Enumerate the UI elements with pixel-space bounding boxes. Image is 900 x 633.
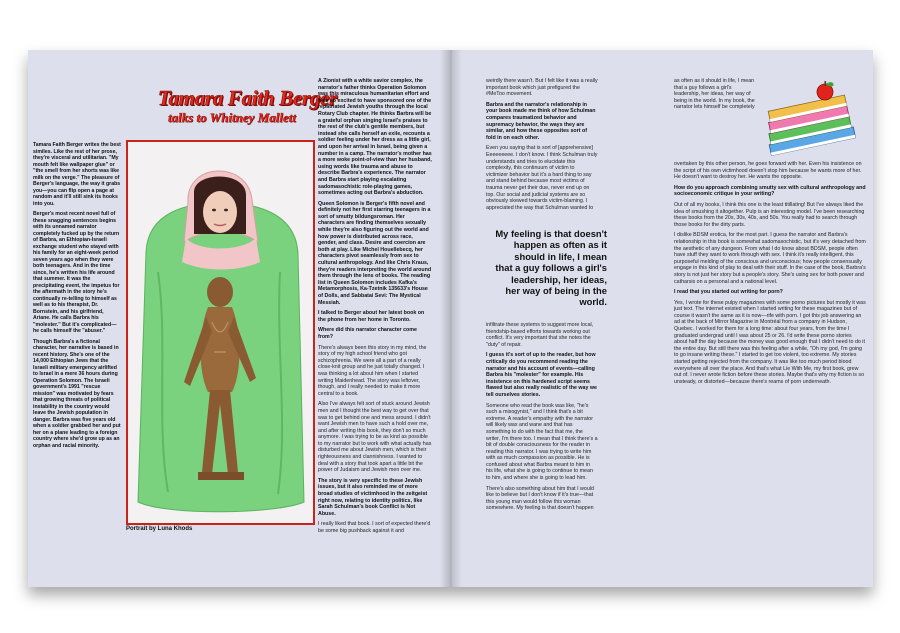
intro-paragraph: Berger's most recent novel full of these snagging sentences begins with its unnamed narrator completely fucked up by the return of Barbra, an Ethiopian-Israeli exchange student who stayed with his family for an eight-week period seven years ago when they were both teenagers. And in the time since, he's written his life around that summer. It was the precipitating event, the impetus for the aftermath in the story he's continually re-telling to himself as well as to his therapist, Dr. Bornstein, and his girlfriend, Ariane. He calls Barbra his "molester." But it's complicated—he calls himself the "abuser." bbox=[33, 211, 120, 334]
body-paragraph: Out of all my books, I think this one is the least titillating! But I've always liked the idea of smushing it altogether. Pulp is an interesting model. I've been researching these books from the 20s, 30s, 40s, and 50s. You really had to search through those books for the dirty parts. bbox=[674, 201, 865, 228]
interview-question: Where did this narrator character come from? bbox=[318, 327, 417, 340]
body-paragraph: There's always been this story in my mind, the story of my high school friend who got schizophrenia. We were all a part of a really close-knit group and he just totally changed. I was thinking a lot about him when I started writing Maidenhead. The story was leftover, though, and I really needed to make it more central to a book. bbox=[318, 344, 427, 397]
body-column-3 bbox=[486, 78, 598, 215]
body-paragraph: I really liked that book. I sort of expected there'd be some big pushback against it and bbox=[318, 521, 431, 534]
interview-question: Barbra and the narrator's relationship in your book made me think of how Schulman compares traumatized behavior and supremacy behavior, the ways they are similar, and how these opposites sort of fold in on each other. bbox=[486, 101, 596, 141]
book-stack-apple-icon bbox=[755, 80, 865, 158]
photo-caption: Portrait by Luna Khods bbox=[126, 526, 193, 532]
body-paragraph: Even you saying that is sort of [apprehensive] Eeeeeeeee. I don't know. I think Schulman truly understands and tries to elucidate this complexity, this continuum of victim to victimizer behavior but it's a hard thing to say and stand behind because most victims of trauma never get their due, never end up on top. Our social and judicial systems are so obviously skewed towards victim-blaming. I appreciated the way that Schulman wanted to bbox=[486, 145, 598, 211]
pull-quote: My feeling is that doesn't happen as often as it should in life, I mean that a guy follows a girl's leadership, her ideas, her way of being in the world. bbox=[495, 228, 607, 308]
body-paragraph: infiltrate these systems to suggest more local, friendship-based efforts towards working out conflict. It's very important that she notes the "duty" of repair. bbox=[486, 322, 594, 348]
body-paragraph: Someone who read the book was like, "he's such a misogynist," and I think that's a bit extreme. A reader's empathy with the narrator will likely wax and wane and that has something to do with the fact that me, the writer, I'm there too. I mean that I think there's a bit of double consciousness for the reader in reading this narrator. I was trying to write him with as much compassion as possible. He is confused about what Barbra meant to him in his life, what she is going to continue to mean to him, and where she is going to lead him. bbox=[486, 402, 598, 482]
magazine-spread bbox=[28, 50, 873, 587]
right-page bbox=[451, 50, 873, 587]
interview-question: I guess it's sort of up to the reader, but how critically do you recommend reading the narrator and his account of events—calling Barbra his "molester" for example. His insistence on this hardened script seems flawed but also really realistic of the way we tell ourselves stories. bbox=[486, 352, 597, 398]
left-page bbox=[28, 50, 450, 587]
body-column-4 bbox=[674, 161, 866, 389]
body-paragraph: as often as it should in life, I mean that a guy follows a girl's leadership, her ideas, her way of being in the world. In my book, the narrator lets himself be completely bbox=[674, 78, 755, 111]
spine-gutter bbox=[440, 50, 462, 587]
body-column-4-top bbox=[674, 78, 756, 115]
portrait-illustration bbox=[128, 142, 313, 523]
body-paragraph: I talked to Berger about her latest book on the phone from her home in Toronto. bbox=[318, 310, 425, 323]
body-paragraph: A Zionist with a white savior complex, the narrator's father thinks Operation Solomon was this miraculous humanitarian effort and he's so excited to have sponsored one of the repatriated Jewish youths through the local Rotary Club chapter. He thinks Barbra will be a grateful orphan singing Israel's praises to the rest of the club's gentile members, but instead she calls herself an exile, recounts a soldier feeling under her dress as a little girl, and upon her arrival in Israel, being given a number in a camp. The narrator's mother has a more woke point-of-view than her husband, using words like trauma and abuse to describe Barbra's experience. The narrator and Barbra start playing escalating sadomasochistic role-playing games, sometimes acting out Barbra's abduction. bbox=[318, 78, 432, 197]
body-column-2 bbox=[318, 78, 432, 539]
intro-paragraph: Tamara Faith Berger writes the best similes. Like the rest of her prose, they're visceral and utilitarian. "My mouth felt like wallpaper glue" or "the smell from her shorts was like milk on the verge." The pleasure of Berger's language, the way it grabs you—you can flip open a page at random and it'll still sink its hooks into you. bbox=[33, 142, 121, 207]
interview-question: I read that you started out writing for porn? bbox=[674, 289, 783, 296]
body-paragraph: There's also something about him that I would like to believe but I don't know if it's true—that this young man would follow this woman somewhere. My feeling is that doesn't happen bbox=[486, 485, 594, 512]
body-paragraph: overtaken by this other person, he goes forward with her. Even his insistence on the script of his own victimhood doesn't stop him because he wants more of her. He doesn't want to destroy her. He wants the opposite. bbox=[674, 161, 862, 181]
body-paragraph: I dislike BDSM erotica, for the most part. I guess the narrator and Barbra's relationship in this book is somewhat sadomasochistic, but it's very detached from the aesthetic of any dungeon. From what I do know about BDSM, people often have stuff they want to work through with sex. I think it's really intelligent, this purposeful melding of the conscious and unconscious; how people consensually engage in this kind of play to deal with their stuff. In the case of the book, Barbra's story is not just her story but a people's story. She's using sex for both power and catharsis on a personal and a national level. bbox=[674, 232, 866, 285]
intro-column bbox=[33, 142, 121, 453]
article-subtitle: talks to Whitney Mallett bbox=[168, 110, 296, 125]
author-portrait bbox=[126, 140, 315, 525]
body-paragraph: Queen Solomon is Berger's fifth novel and definitely not her first starring teenagers in a sort of smutty bildungsroman. Her characters are finding themselves sexually while they're also figuring out the world and how power is distributed across race, gender, and class. Desire and coercion are both at play. Like Michel Houellebecq, her characters pivot seamlessly from sex to cultural anthropology. And like Chris Kraus, they're readers interpreting the world around them through the lens of books. The reading list in Queen Solomon includes Kafka's Metamorphosis, Ka-Tzetnik 135633's House of Dolls, and Sabbatai Sevi: The Mystical Messiah. bbox=[318, 200, 432, 306]
body-column-3b bbox=[486, 322, 598, 516]
article-title: Tamara Faith Berger bbox=[158, 86, 338, 110]
interview-question: The story is very specific to these Jewish issues, but it also reminded me of more broad studies of victimhood in the zeitgeist right now, relating to identity politics, like Sarah Schulman's book Conflict is Not Abuse. bbox=[318, 477, 428, 517]
body-paragraph: Also I've always felt sort of stuck around Jewish men and I thought the best way to get over that was to get behind one and mess around. I didn't want Jewish men to have such a hold over me, and after writing this book, they don't so much anymore. I was trying to be as kind as possible to my narrator but to work with what actually has disturbed me about Jewish men, which is their righteousness and clannishness. I wanted to deal with a story that took apart a little bit the power of Judaism and Jewish men over me. bbox=[318, 401, 432, 474]
body-paragraph: weirdly there wasn't. But I felt like it was a really important book which just prefigured the #MeToo movement. bbox=[486, 78, 598, 98]
interview-question: How do you approach combining smutty sex with cultural anthropology and socioeconomic critique in your writing? bbox=[674, 184, 866, 198]
intro-paragraph: Though Barbra's a fictional character, her narrative is based in recent history. She's one of the 14,000 Ethiopian Jews that the Israeli military emergency airlifted to Israel in a mere 36 hours during Operation Solomon. The Israeli government's 1991 "rescue mission" was motivated by fears that growing threats of political instability in the country would leave the Jewish population in danger. Barbra was five years old when a soldier grabbed her and put her on a plane leading to a foreign country where she'd grow up as an orphan and racial minority. bbox=[33, 338, 121, 449]
body-paragraph: Yes, I wrote for these pulpy magazines with some porno pictures but mostly it was just text. The internet existed when I started writing for these magazines but of course it wasn't the same as it is now—rife with porn. I got this job answering an ad at the back of Mirror Magazine in Montréal from a company in Hudson, Quebec. I worked for them for a long time: about four years, from the time I graduated undergrad until I was about 25 or 26. I'd write these porno stories about half the day because the money was good enough that I didn't need to do it the entire day. But still there was this feeling after a while, "Oh my god, I'm going to go insane writing these." I started to get too violent, too extreme. My stories started getting rejected from the company. It was like too much period blood everywhere all over the place. And that's what Lie With Me, my first book, grew out of. I never wrote fiction before these stories. Maybe that's why my fiction is so unsteady, or distorted—because there's reams of porn underneath. bbox=[674, 299, 866, 385]
